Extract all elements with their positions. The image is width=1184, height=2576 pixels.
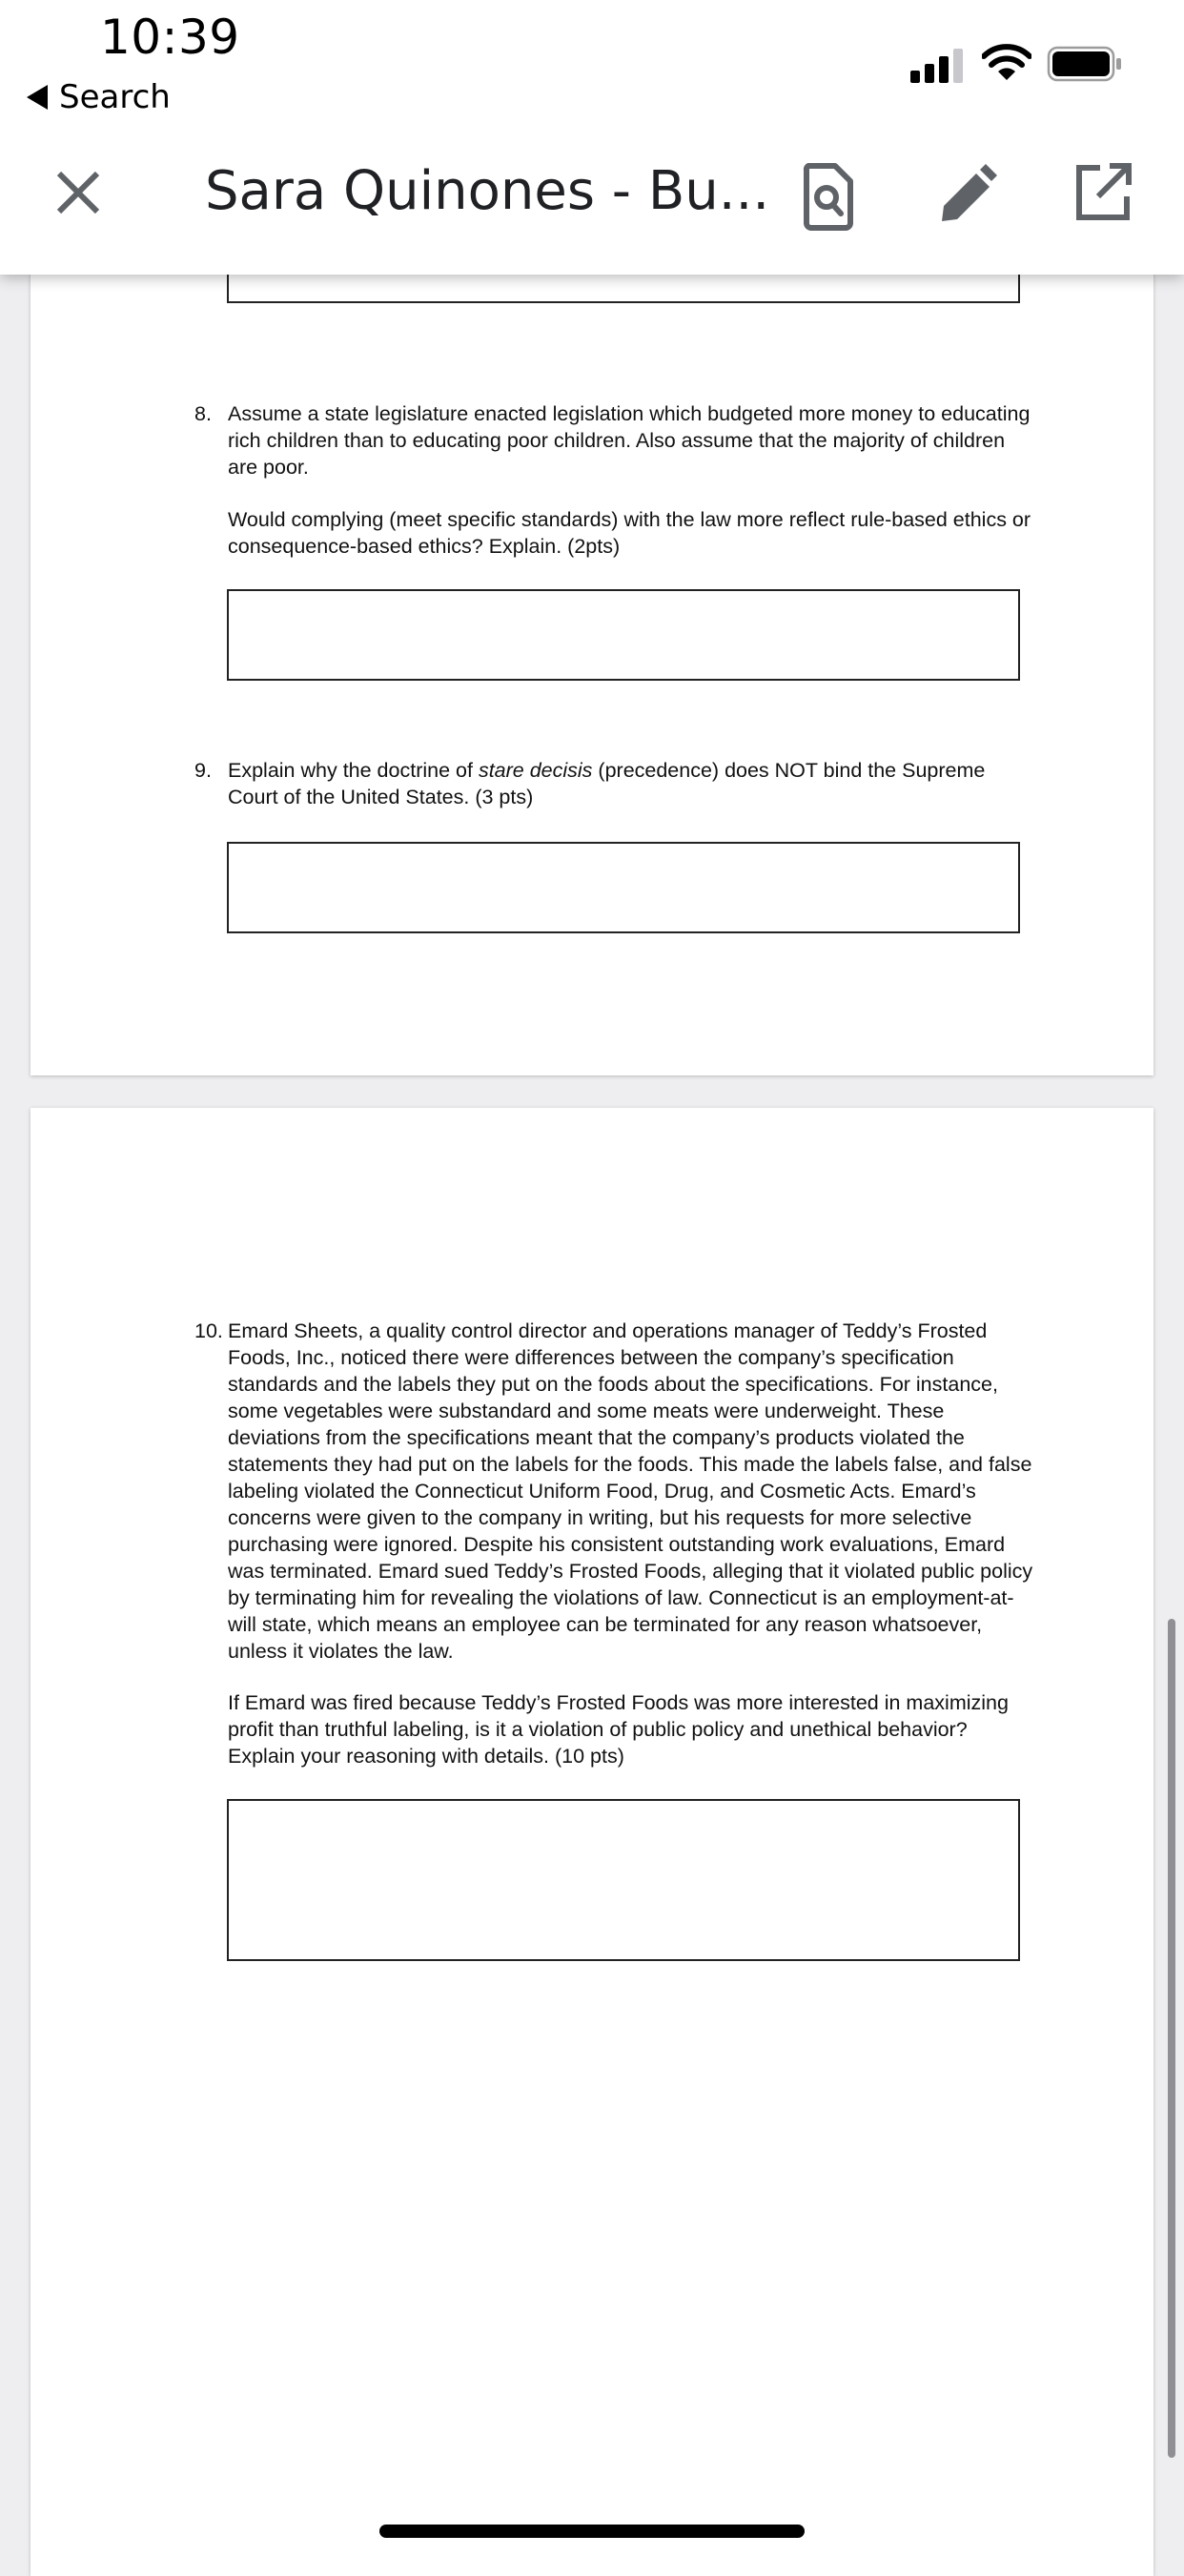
document-title: Sara Quinones - Bu... (205, 160, 770, 222)
status-time: 10:39 (100, 10, 240, 65)
app-header (0, 0, 1184, 275)
question-text: Emard Sheets, a quality control director and operations manager of Teddy’s Frosted Foods, Inc., noticed there were differences between the company’s specification standards and the labels they put on the foods about the specifications. For instance, some vegetables were substandard and some meats were underweight. These deviations from the specifications meant that the company’s products violated the statements they had put on the labels for the foods. This made the labels false, and false labeling violated the Connecticut Uniform Food, Drug, and Cosmetic Acts. Emard’s concerns were given to the company in writing, but his requests for more selective purchasing were ignored. Despite his consistent outstanding work evaluations, Emard was terminated. Emard sued Teddy’s Frosted Foods, alleging that it violated public policy by terminating him for revealing the violations of law. Connecticut is an employment-at-will state, which means an employee can be terminated for any reason whatsoever, unless it violates the law. (228, 1319, 1033, 1663)
battery-icon (1047, 46, 1123, 84)
answer-box[interactable] (227, 842, 1020, 933)
question-number: 8. (194, 402, 212, 425)
find-in-document-icon[interactable] (801, 162, 856, 231)
home-indicator[interactable] (379, 2525, 805, 2538)
wifi-icon (982, 44, 1031, 82)
italic-term: stare decisis (478, 759, 593, 782)
question-text: Would complying (meet specific standards) with the law more reflect rule-based ethics or consequence-based ethics? Explain. (2pts) (228, 508, 1031, 558)
question-text-part: (precedence) does NOT bind the Supreme Court of the United States. (3 pts) (228, 759, 986, 808)
question-text (228, 757, 1036, 810)
document-page (31, 229, 1153, 1075)
back-to-search-button[interactable] (27, 76, 171, 118)
back-arrow-icon (27, 85, 48, 110)
pencil-icon[interactable] (936, 162, 997, 225)
question-text-part: Explain why the doctrine of (228, 759, 479, 782)
question-text: Assume a state legislature enacted legislation which budgeted more money to educating rich children than to educating poor children. Also assume that the majority of children are poor. (228, 402, 1031, 479)
answer-box[interactable] (227, 589, 1020, 681)
question-text: If Emard was fired because Teddy’s Frosted Foods was more interested in maximizing profit than truthful labeling, is it a violation of public policy and unethical behavior? Explain your reasoning with details. (10 pts) (228, 1691, 1009, 1768)
back-to-search-label: Search (59, 78, 171, 116)
answer-box[interactable] (227, 1799, 1020, 1961)
open-in-new-icon[interactable] (1073, 162, 1133, 223)
question-number: 10. (194, 1319, 223, 1342)
cellular-signal-icon (910, 48, 966, 84)
question-number: 9. (194, 759, 212, 782)
close-icon[interactable] (50, 164, 107, 221)
document-page (31, 1108, 1153, 2576)
vertical-scrollbar[interactable] (1168, 1619, 1175, 2458)
